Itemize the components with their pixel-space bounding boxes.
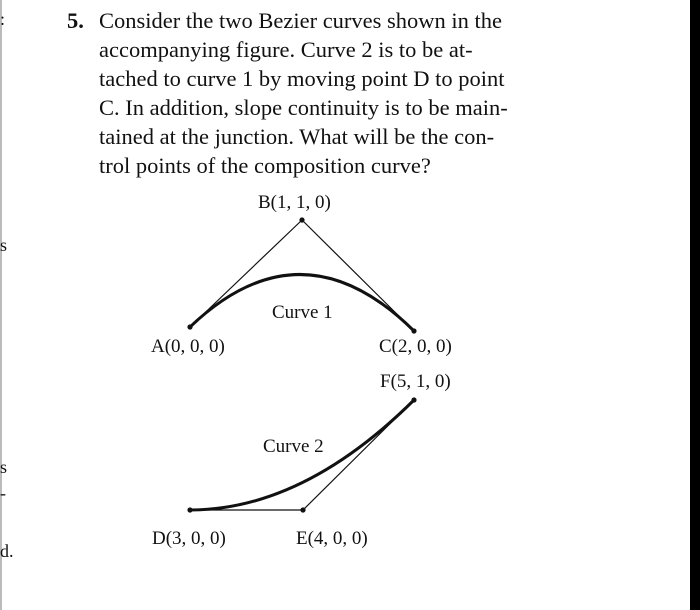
problem-text-line: tained at the junction. What will be the con- <box>99 124 495 149</box>
problem-text-line: tached to curve 1 by moving point D to point <box>99 66 505 91</box>
margin-mark: : <box>0 9 6 29</box>
margin-mark: s <box>0 235 8 255</box>
point-e <box>300 507 305 512</box>
label-point-d: D(3, 0, 0) <box>152 528 226 549</box>
label-point-c: C(2, 0, 0) <box>379 336 452 357</box>
label-curve-1: Curve 1 <box>272 302 333 323</box>
point-d <box>187 507 192 512</box>
problem-text-line: Consider the two Bezier curves shown in the <box>99 8 503 33</box>
problem-number: 5. <box>67 8 84 33</box>
point-b <box>299 217 304 222</box>
point-c <box>411 328 416 333</box>
label-curve-2: Curve 2 <box>263 436 324 457</box>
margin-mark: - <box>0 483 6 503</box>
point-f <box>411 397 416 402</box>
label-point-a: A(0, 0, 0) <box>151 336 225 357</box>
label-point-e: E(4, 0, 0) <box>296 528 368 549</box>
label-point-b: B(1, 1, 0) <box>258 192 331 213</box>
margin-mark: s <box>0 457 8 477</box>
problem-text-line: C. In addition, slope continuity is to be main- <box>99 95 508 120</box>
label-point-f: F(5, 1, 0) <box>380 371 451 392</box>
problem-text-line: accompanying figure. Curve 2 is to be at- <box>99 37 473 62</box>
point-a <box>187 324 192 329</box>
margin-mark: d. <box>0 541 14 561</box>
problem-text-line: trol points of the composition curve? <box>99 153 431 178</box>
